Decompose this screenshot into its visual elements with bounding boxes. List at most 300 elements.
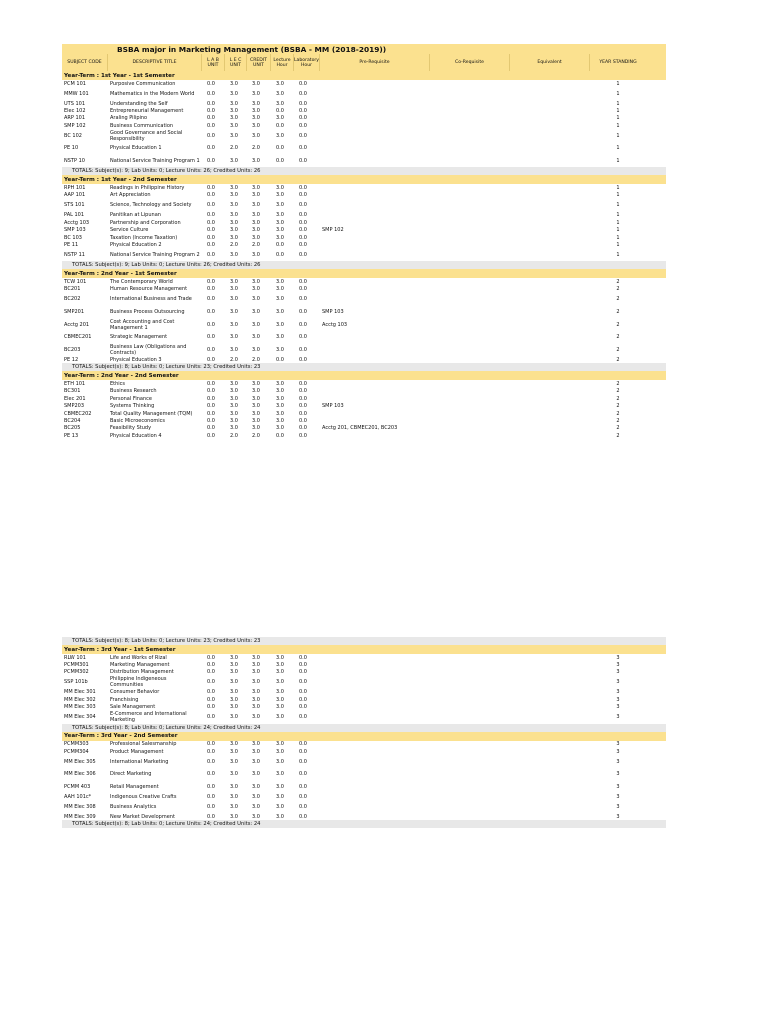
subject-code: MM Elec 306 [64,771,96,778]
table-row [62,696,666,703]
subject-code: BC203 [64,346,81,353]
lec-unit: 3.0 [230,679,238,686]
credit-unit: 3.0 [252,346,260,353]
table-row [62,388,666,395]
header-pre-requisite: Pre-Requisite [320,54,430,71]
credit-unit: 3.0 [252,679,260,686]
descriptive-title: Franchising [110,696,139,703]
laboratory-hour: 0.0 [299,122,307,129]
descriptive-title: Sale Management [110,704,156,711]
credit-unit: 2.0 [252,241,260,248]
lec-unit: 3.0 [230,714,238,721]
subject-code: STS 101 [64,202,85,209]
laboratory-hour: 0.0 [299,714,307,721]
lecture-hour: 3.0 [276,212,284,219]
lec-unit: 3.0 [230,158,238,165]
year-standing: 3 [616,748,620,755]
credit-unit: 3.0 [252,803,260,810]
subject-code: BC201 [64,286,81,293]
credit-unit: 3.0 [252,748,260,755]
laboratory-hour: 0.0 [299,100,307,107]
descriptive-title: Panitikan at Lipunan [110,212,161,219]
subject-code: CBMEC202 [64,410,92,417]
semester-heading: Year-Term : 3rd Year - 2nd Semester [62,732,666,741]
lecture-hour: 3.0 [276,689,284,696]
credit-unit: 3.0 [252,122,260,129]
descriptive-title: Human Resource Management [110,286,188,293]
descriptive-title: National Service Training Program 2 [110,251,200,258]
descriptive-title: Philippine Indigeneous Communities [110,676,167,689]
lecture-hour: 3.0 [276,758,284,765]
laboratory-hour: 0.0 [299,741,307,748]
lecture-hour: 3.0 [276,321,284,328]
table-row [62,403,666,410]
year-standing: 2 [616,321,620,328]
table-row [62,249,666,262]
descriptive-title: Systems Thinking [110,403,155,410]
lecture-hour: 0.0 [276,158,284,165]
year-standing: 1 [616,234,620,241]
totals-row: TOTALS: Subject(s): 9; Lab Units: 0; Lecture Units: 26; Credited Units: 26 [62,261,666,269]
lec-unit: 3.0 [230,185,238,192]
year-standing: 3 [616,741,620,748]
lab-unit: 0.0 [207,783,215,790]
descriptive-title: Mathematics in the Modern World [110,90,195,97]
year-standing: 2 [616,296,620,303]
lec-unit: 3.0 [230,227,238,234]
credit-unit: 3.0 [252,334,260,341]
year-standing: 3 [616,813,620,820]
lab-unit: 0.0 [207,793,215,800]
lab-unit: 0.0 [207,771,215,778]
pre-requisite: SMP 103 [322,308,344,315]
year-standing: 3 [616,662,620,669]
credit-unit: 3.0 [252,219,260,226]
table-header [62,54,666,71]
header-credit-unit: CREDIT UNIT [247,54,271,71]
descriptive-title: Science, Technology and Society [110,202,192,209]
header-co-requisite: Co-Requisite [430,54,510,71]
year-standing: 1 [616,145,620,152]
credit-unit: 3.0 [252,654,260,661]
subject-code: UTS 101 [64,100,86,107]
table-row [62,142,666,155]
subject-code: BC 102 [64,132,82,139]
lecture-hour: 0.0 [276,145,284,152]
credit-unit: 3.0 [252,381,260,388]
table-row [62,704,666,711]
lec-unit: 3.0 [230,803,238,810]
descriptive-title: Total Quality Management (TQM) [110,410,193,417]
credit-unit: 3.0 [252,395,260,402]
lab-unit: 0.0 [207,381,215,388]
descriptive-title: Physical Education 1 [110,145,162,152]
lec-unit: 3.0 [230,418,238,425]
laboratory-hour: 0.0 [299,783,307,790]
descriptive-title: Araling Pilipino [110,115,148,122]
sections-page-2 [62,645,666,828]
lec-unit: 3.0 [230,100,238,107]
descriptive-title: Product Management [110,748,164,755]
laboratory-hour: 0.0 [299,679,307,686]
lab-unit: 0.0 [207,321,215,328]
credit-unit: 3.0 [252,813,260,820]
lec-unit: 3.0 [230,388,238,395]
descriptive-title: Service Culture [110,227,149,234]
subject-code: PCMM302 [64,669,89,676]
lec-unit: 3.0 [230,395,238,402]
lab-unit: 0.0 [207,346,215,353]
credit-unit: 3.0 [252,202,260,209]
subject-code: PCM 101 [64,80,86,87]
header-subject-code: SUBJECT CODE [62,54,108,71]
lecture-hour: 0.0 [276,432,284,439]
year-standing: 2 [616,381,620,388]
table-row [62,748,666,755]
descriptive-title: Business Law (Obligations and Contracts) [110,343,187,356]
year-standing: 2 [616,418,620,425]
subject-code: ARP 101 [64,115,86,122]
lecture-hour: 3.0 [276,771,284,778]
laboratory-hour: 0.0 [299,296,307,303]
subject-code: SSP 101b [64,679,88,686]
lab-unit: 0.0 [207,432,215,439]
year-standing: 3 [616,679,620,686]
descriptive-title: International Business and Trade [110,296,192,303]
lab-unit: 0.0 [207,241,215,248]
laboratory-hour: 0.0 [299,108,307,115]
lec-unit: 3.0 [230,662,238,669]
lab-unit: 0.0 [207,410,215,417]
subject-code: SMP 102 [64,122,86,129]
lecture-hour: 3.0 [276,662,284,669]
subject-code: MM Elec 304 [64,714,96,721]
laboratory-hour: 0.0 [299,813,307,820]
lecture-hour: 3.0 [276,227,284,234]
credit-unit: 3.0 [252,286,260,293]
subject-code: CBMEC201 [64,334,92,341]
credit-unit: 3.0 [252,388,260,395]
laboratory-hour: 0.0 [299,771,307,778]
lecture-hour: 3.0 [276,793,284,800]
header-lab-unit: L A B UNIT [202,54,225,71]
year-standing: 3 [616,696,620,703]
descriptive-title: Life and Works of Rizal [110,654,167,661]
subject-code: MM Elec 303 [64,704,96,711]
descriptive-title: Business Communication [110,122,174,129]
lec-unit: 3.0 [230,308,238,315]
lecture-hour: 3.0 [276,395,284,402]
lecture-hour: 3.0 [276,192,284,199]
lec-unit: 2.0 [230,356,238,363]
credit-unit: 2.0 [252,432,260,439]
lab-unit: 0.0 [207,296,215,303]
lecture-hour: 3.0 [276,219,284,226]
lecture-hour: 3.0 [276,388,284,395]
lec-unit: 3.0 [230,771,238,778]
lec-unit: 3.0 [230,132,238,139]
lec-unit: 3.0 [230,80,238,87]
descriptive-title: Professional Salesmanship [110,741,177,748]
subject-code: AAP 101 [64,192,86,199]
laboratory-hour: 0.0 [299,286,307,293]
subject-code: PE 12 [64,356,79,363]
lecture-hour: 3.0 [276,783,284,790]
table-row [62,212,666,219]
lab-unit: 0.0 [207,704,215,711]
table-row [62,107,666,114]
table-row [62,199,666,212]
year-standing: 1 [616,122,620,129]
totals-row: TOTALS: Subject(s): 8; Lab Units: 0; Lecture Units: 24; Credited Units: 24 [62,724,666,732]
pre-requisite: SMP 102 [322,227,344,234]
subject-code: PE 11 [64,241,79,248]
subject-code: SMP 103 [64,227,86,234]
subject-code: RLW 101 [64,654,86,661]
credit-unit: 3.0 [252,192,260,199]
lec-unit: 3.0 [230,122,238,129]
lecture-hour: 0.0 [276,108,284,115]
credit-unit: 3.0 [252,662,260,669]
lec-unit: 3.0 [230,425,238,432]
credit-unit: 3.0 [252,296,260,303]
laboratory-hour: 0.0 [299,662,307,669]
descriptive-title: Purposive Communication [110,80,176,87]
lab-unit: 0.0 [207,145,215,152]
lecture-hour: 0.0 [276,241,284,248]
laboratory-hour: 0.0 [299,758,307,765]
lec-unit: 3.0 [230,381,238,388]
lab-unit: 0.0 [207,286,215,293]
lab-unit: 0.0 [207,185,215,192]
laboratory-hour: 0.0 [299,654,307,661]
lab-unit: 0.0 [207,803,215,810]
laboratory-hour: 0.0 [299,132,307,139]
lab-unit: 0.0 [207,662,215,669]
lab-unit: 0.0 [207,219,215,226]
curriculum-table-page-1 [62,44,666,440]
lab-unit: 0.0 [207,334,215,341]
lec-unit: 2.0 [230,432,238,439]
lecture-hour: 3.0 [276,803,284,810]
subject-code: NSTP 11 [64,251,85,258]
laboratory-hour: 0.0 [299,418,307,425]
lab-unit: 0.0 [207,108,215,115]
table-row [62,122,666,129]
laboratory-hour: 0.0 [299,669,307,676]
table-row [62,306,666,319]
lecture-hour: 3.0 [276,308,284,315]
table-row [62,380,666,387]
descriptive-title: Art Appreciation [110,192,151,199]
descriptive-title: New Market Development [110,813,175,820]
subject-code: Elec 201 [64,395,86,402]
lecture-hour: 3.0 [276,80,284,87]
lab-unit: 0.0 [207,758,215,765]
pre-requisite: SMP 103 [322,403,344,410]
semester-heading: Year-Term : 1st Year - 2nd Semester [62,175,666,184]
laboratory-hour: 0.0 [299,227,307,234]
lec-unit: 3.0 [230,90,238,97]
lecture-hour: 3.0 [276,679,284,686]
laboratory-hour: 0.0 [299,381,307,388]
year-standing: 3 [616,793,620,800]
lecture-hour: 3.0 [276,132,284,139]
subject-code: RPH 101 [64,185,86,192]
table-row [62,219,666,226]
descriptive-title: E-Commerce and International Marketing [110,711,187,724]
subject-code: Acctg 103 [64,219,90,226]
descriptive-title: Indigenous Creative Crafts [110,793,177,800]
lecture-hour: 3.0 [276,696,284,703]
laboratory-hour: 0.0 [299,234,307,241]
year-standing: 1 [616,212,620,219]
laboratory-hour: 0.0 [299,185,307,192]
lab-unit: 0.0 [207,388,215,395]
lec-unit: 3.0 [230,296,238,303]
table-row [62,130,666,143]
year-standing: 3 [616,654,620,661]
table-row [62,669,666,676]
credit-unit: 3.0 [252,714,260,721]
lab-unit: 0.0 [207,227,215,234]
lecture-hour: 3.0 [276,115,284,122]
lab-unit: 0.0 [207,748,215,755]
subject-code: PCMM301 [64,662,89,669]
descriptive-title: Strategic Management [110,334,168,341]
descriptive-title: Physical Education 4 [110,432,162,439]
lecture-hour: 3.0 [276,185,284,192]
pre-requisite: Acctg 103 [322,321,348,328]
year-standing: 1 [616,132,620,139]
header-lecture-hour: Lecture Hour [271,54,294,71]
lec-unit: 3.0 [230,813,238,820]
lab-unit: 0.0 [207,356,215,363]
year-standing: 1 [616,192,620,199]
descriptive-title: Physical Education 3 [110,356,162,363]
year-standing: 3 [616,689,620,696]
lec-unit: 3.0 [230,410,238,417]
table-row [62,711,666,724]
lab-unit: 0.0 [207,158,215,165]
laboratory-hour: 0.0 [299,803,307,810]
credit-unit: 3.0 [252,278,260,285]
year-standing: 2 [616,388,620,395]
subject-code: MM Elec 301 [64,689,96,696]
table-row [62,184,666,191]
laboratory-hour: 0.0 [299,219,307,226]
year-standing: 2 [616,308,620,315]
totals-row: TOTALS: Subject(s): 8; Lab Units: 0; Lecture Units: 24; Credited Units: 24 [62,820,666,828]
lab-unit: 0.0 [207,308,215,315]
credit-unit: 3.0 [252,115,260,122]
subject-code: MM Elec 305 [64,758,96,765]
lab-unit: 0.0 [207,115,215,122]
subject-code: SMP203 [64,403,85,410]
laboratory-hour: 0.0 [299,80,307,87]
descriptive-title: Understanding the Self [110,100,168,107]
lecture-hour: 3.0 [276,425,284,432]
lab-unit: 0.0 [207,654,215,661]
sections-page-1 [62,71,666,440]
lecture-hour: 0.0 [276,356,284,363]
table-row [62,241,666,248]
year-standing: 3 [616,803,620,810]
subject-code: PE 13 [64,432,79,439]
lec-unit: 3.0 [230,286,238,293]
laboratory-hour: 0.0 [299,388,307,395]
subject-code: MM Elec 302 [64,696,96,703]
lecture-hour: 3.0 [276,334,284,341]
laboratory-hour: 0.0 [299,158,307,165]
lec-unit: 3.0 [230,793,238,800]
table-row [62,87,666,100]
laboratory-hour: 0.0 [299,334,307,341]
laboratory-hour: 0.0 [299,278,307,285]
credit-unit: 3.0 [252,321,260,328]
subject-code: ETH 101 [64,381,86,388]
subject-code: PE 10 [64,145,79,152]
year-standing: 1 [616,158,620,165]
lecture-hour: 3.0 [276,418,284,425]
semester-heading: Year-Term : 3rd Year - 1st Semester [62,645,666,654]
lab-unit: 0.0 [207,679,215,686]
year-standing: 1 [616,241,620,248]
credit-unit: 3.0 [252,425,260,432]
lecture-hour: 3.0 [276,813,284,820]
table-row [62,278,666,285]
descriptive-title: Basic Microeconomics [110,418,166,425]
lec-unit: 3.0 [230,251,238,258]
lec-unit: 2.0 [230,241,238,248]
lab-unit: 0.0 [207,212,215,219]
subject-code: PCMM304 [64,748,89,755]
laboratory-hour: 0.0 [299,432,307,439]
laboratory-hour: 0.0 [299,241,307,248]
credit-unit: 3.0 [252,410,260,417]
year-standing: 2 [616,278,620,285]
descriptive-title: Business Research [110,388,157,395]
subject-code: BC205 [64,425,81,432]
descriptive-title: Physical Education 2 [110,241,162,248]
year-standing: 2 [616,334,620,341]
year-standing: 3 [616,714,620,721]
curriculum-table-page-2 [62,637,666,828]
credit-unit: 3.0 [252,308,260,315]
descriptive-title: Retail Management [110,783,159,790]
lab-unit: 0.0 [207,696,215,703]
year-standing: 1 [616,90,620,97]
table-row [62,813,666,820]
lab-unit: 0.0 [207,714,215,721]
lab-unit: 0.0 [207,202,215,209]
lecture-hour: 0.0 [276,122,284,129]
table-row [62,234,666,241]
lec-unit: 3.0 [230,669,238,676]
table-row [62,781,666,794]
lecture-hour: 3.0 [276,381,284,388]
table-row [62,410,666,417]
lab-unit: 0.0 [207,100,215,107]
laboratory-hour: 0.0 [299,403,307,410]
subject-code: BC301 [64,388,81,395]
table-row [62,661,666,668]
subject-code: PAL 101 [64,212,85,219]
lab-unit: 0.0 [207,403,215,410]
descriptive-title: The Contemporary World [110,278,173,285]
lecture-hour: 3.0 [276,286,284,293]
lec-unit: 2.0 [230,145,238,152]
